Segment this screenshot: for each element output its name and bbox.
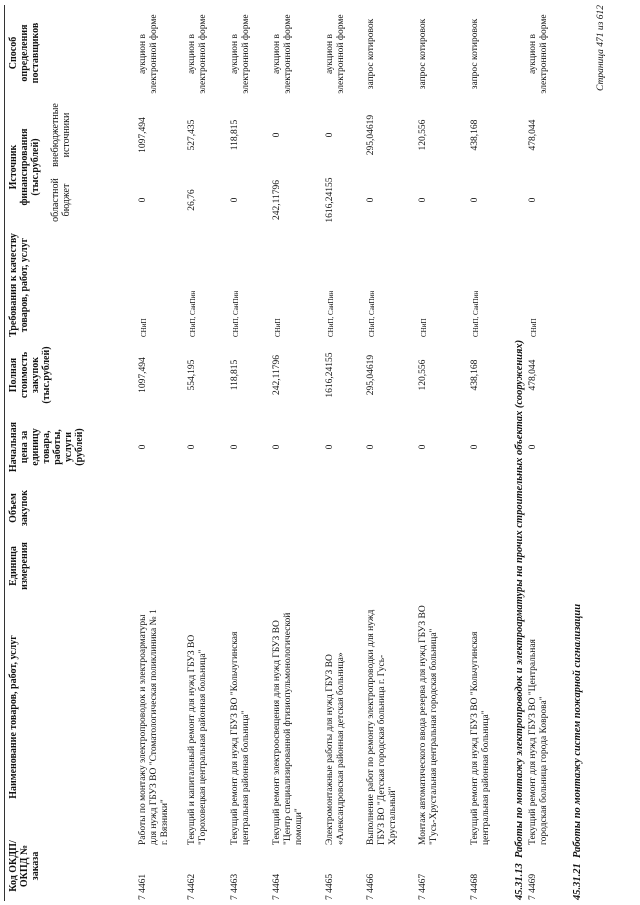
row-budget: 0 [528,197,538,203]
section-heading [572,604,584,900]
row-code: 7 4464 [272,873,282,900]
row-extrabudget: 438,168 [470,119,480,151]
row-name: Текущий ремонт для нужд ГБУЗ ВО "Кольчугинская центральная районная больница" [230,631,251,845]
row-budget: 0 [470,197,480,203]
row-cost: 242,11796 [272,354,282,396]
section-title: Работы по монтажу систем пожарной сигнализации [572,603,583,858]
row-requirements: СНиП, СанПин [472,290,480,337]
header-unit: Единица измерения [8,542,30,590]
row-name: Работы по монтажу электропроводок и электроарматуры для нужд ГБУЗ ВО "Стоматологическая поликлиника № 1 г. Вязники" [138,609,170,845]
row-requirements: СНиП, СанПин [368,290,376,337]
row-cost: 295,04619 [366,354,376,396]
row-extrabudget: 0 [325,132,335,138]
row-cost: 1616,24155 [325,352,335,398]
row-code: 7 4463 [230,873,240,900]
section-title: Работы по монтажу электропроводок и электроарматуры на прочих строительных объектах (сооружениях) [514,339,525,858]
row-method: запрос котировок [418,18,428,90]
row-extrabudget: 527,435 [187,119,197,151]
row-requirements: СНиП, СанПин [327,290,335,337]
header-code: Код ОКДП/ ОКПД № заказа [8,840,41,892]
row-requirements: СНиП [274,318,282,337]
row-budget: 242,11796 [272,179,282,221]
row-price: 0 [272,444,282,450]
row-code: 7 4465 [325,873,335,900]
row-cost: 118,815 [230,359,240,391]
row-price: 0 [187,444,197,450]
header-name: Наименование товаров, работ, услуг [8,635,19,799]
row-method: запрос котировок [366,18,376,90]
row-budget: 0 [366,197,376,203]
row-code: 7 4461 [138,873,148,900]
row-extrabudget: 478,044 [528,119,538,151]
row-code: 7 4467 [418,873,428,900]
row-price: 0 [325,444,335,450]
row-method: аукцион в электронной форме [325,14,346,94]
row-name: Текущий ремонт электроосвещения для нужд ГБУЗ ВО "Центр специализированной фтизиопульмонологической помощи" [272,612,304,845]
row-budget: 26,76 [187,189,197,211]
row-budget: 0 [138,197,148,203]
row-method: аукцион в электронной форме [187,14,208,94]
row-method: аукцион в электронной форме [528,14,549,94]
row-price: 0 [470,444,480,450]
row-extrabudget: 295,04619 [366,114,376,156]
row-cost: 1097,494 [138,357,148,393]
row-cost: 478,044 [528,359,538,391]
row-budget: 0 [230,197,240,203]
row-cost: 120,556 [418,359,428,391]
row-name: Текущий ремонт для нужд ГБУЗ ВО "Кольчугинская центральная районная больница" [470,631,491,845]
row-budget: 1616,24155 [325,177,335,223]
row-name: Монтаж автоматического ввода резерва для нужд ГБУЗ ВО "Гусь-Хрустальная центральная городская больница" [418,605,439,845]
row-name: Текущий ремонт для нужд ГБУЗ ВО "Центральная городская больница города Коврова" [528,639,549,845]
header-full-cost: Полная стоимость закупок (тыс.рублей) [8,346,52,404]
row-method: запрос котировок [470,18,480,90]
header-initial-price: Начальная цена за единицу товара, работы, услуги (рублей) [8,421,85,473]
row-name: Текущий и капитальный ремонт для нужд ГБУЗ ВО "Гороховецкая центральная районная больница" [187,634,208,845]
header-extrabudget: внебюджетные источники [50,103,72,167]
header-top-rule [4,5,5,901]
section-code: 45.31.21 [572,863,583,900]
row-budget: 0 [418,197,428,203]
row-price: 0 [366,444,376,450]
row-method: аукцион в электронной форме [230,14,251,94]
row-price: 0 [528,444,538,450]
row-requirements: СНиП, СанПин [232,290,240,337]
header-volume: Объем закупок [8,489,30,527]
row-requirements: СНиП, СанПин [189,290,197,337]
row-extrabudget: 1097,494 [138,117,148,153]
row-extrabudget: 120,556 [418,119,428,151]
row-code: 7 4469 [528,873,538,900]
header-funding: Источник финансирования (тыс.рублей) [8,128,41,206]
row-code: 7 4462 [187,873,197,900]
row-method: аукцион в электронной форме [272,14,293,94]
row-extrabudget: 0 [272,132,282,138]
page-number: Страница 471 из 612 [596,5,606,91]
row-code: 7 4466 [366,873,376,900]
header-method: Способ определения поставщиков [8,22,41,84]
row-name: Выполнение работ по ремонту электропроводки для нужд ГБУЗ ВО "Детская городская больница г. Гусь-Хрустальный" [366,609,398,845]
row-requirements: СНиП [530,318,538,337]
row-price: 0 [230,444,240,450]
row-code: 7 4468 [470,873,480,900]
row-requirements: СНиП [140,318,148,337]
section-code: 45.31.13 [514,863,525,900]
row-cost: 554,195 [187,359,197,391]
row-name: Электромонтажные работы для нужд ГБУЗ ВО «Александровская районная детская больница» [325,652,346,845]
row-method: аукцион в электронной форме [138,14,159,94]
header-requirements: Требования к качеству товаров, работ, услуг [8,233,30,337]
row-cost: 438,168 [470,359,480,391]
section-heading [514,340,526,900]
row-price: 0 [418,444,428,450]
row-price: 0 [138,444,148,450]
row-extrabudget: 118,815 [230,119,240,151]
row-requirements: СНиП [420,318,428,337]
header-regional-budget: областной бюджет [50,178,72,222]
